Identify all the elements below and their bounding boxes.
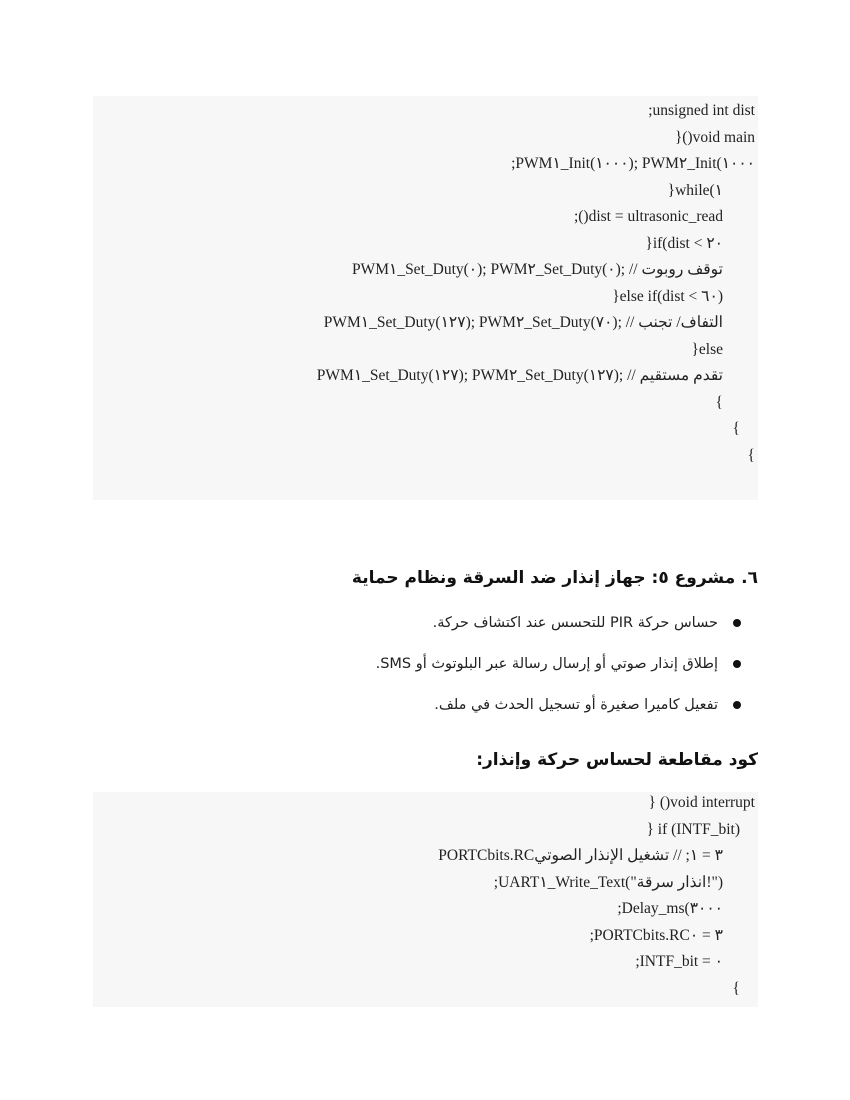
bullet-icon bbox=[733, 660, 741, 668]
bullet-icon bbox=[733, 619, 741, 627]
code-line: ;()dist = ultrasonic_read bbox=[573, 208, 723, 225]
code-line: ;PORTCbits.RC٣ = ٠ bbox=[589, 927, 723, 944]
bullet-icon bbox=[733, 701, 741, 709]
code-line: { bbox=[732, 980, 740, 997]
section-heading-project-5: ٦. مشروع ٥: جهاز إنذار ضد السرقة ونظام حماية bbox=[351, 568, 758, 588]
code-block-ultrasonic bbox=[93, 96, 758, 500]
section-heading-interrupt-code: كود مقاطعة لحساس حركة وإنذار: bbox=[476, 750, 758, 770]
code-line: ;INTF_bit = ٠ bbox=[635, 953, 723, 970]
code-line: { bbox=[715, 394, 723, 411]
list-item-text: تفعيل كاميرا صغيرة أو تسجيل الحدث في ملف. bbox=[434, 697, 718, 713]
code-line: }if(dist < ٢٠ bbox=[645, 235, 723, 252]
code-line: PWM١_Set_Duty(١٢٧); PWM٢_Set_Duty(٧٠); // التفاف/ تجنب bbox=[323, 314, 723, 331]
code-line: ;Delay_ms(٣٠٠٠ bbox=[617, 900, 723, 917]
code-line: { bbox=[747, 447, 755, 464]
code-block-interrupt bbox=[93, 792, 758, 1007]
list-item-text: حساس حركة PIR للتحسس عند اكتشاف حركة. bbox=[432, 615, 718, 631]
list-item bbox=[92, 690, 758, 731]
code-line: PWM١_Set_Duty(١٢٧); PWM٢_Set_Duty(١٢٧); // تقدم مستقيم bbox=[316, 367, 723, 384]
code-line: PWM١_Set_Duty(٠); PWM٢_Set_Duty(٠); // توقف روبوت bbox=[351, 261, 723, 278]
code-line: }else bbox=[691, 341, 723, 358]
code-line: }else if(dist < ٦٠) bbox=[612, 288, 723, 305]
list-item bbox=[92, 608, 758, 649]
code-line: ;UART١_Write_Text("انذار سرقة!") bbox=[493, 874, 723, 891]
code-line: } if (INTF_bit) bbox=[646, 821, 740, 838]
code-line: } ()void interrupt bbox=[648, 794, 755, 811]
code-line: ;PWM١_Init(١٠٠٠); PWM٢_Init(١٠٠٠ bbox=[511, 155, 755, 172]
code-line: PORTCbits.RC٣ = ١; // تشغيل الإنذار الصوتي bbox=[438, 847, 723, 864]
code-line: { bbox=[732, 420, 740, 437]
code-line: }()void main bbox=[674, 129, 755, 146]
feature-bullet-list bbox=[92, 608, 758, 731]
code-line: ;unsigned int dist bbox=[648, 102, 755, 119]
list-item bbox=[92, 649, 758, 690]
list-item-text: إطلاق إنذار صوتي أو إرسال رسالة عبر البلوتوث أو SMS. bbox=[375, 656, 718, 672]
code-line: }while(١ bbox=[667, 182, 723, 199]
